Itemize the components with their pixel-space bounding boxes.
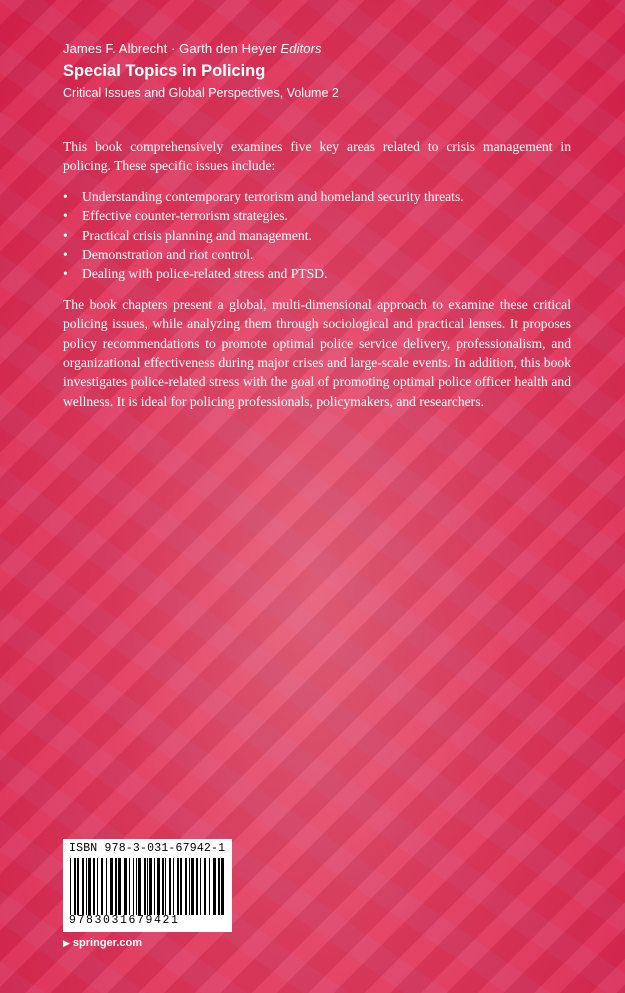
editors-role: Editors [280, 41, 322, 56]
bullet-list [63, 187, 571, 284]
description-body: The book chapters present a global, multi-dimensional approach to examine these critical policing issues, while analyzing them through sociological and practical lenses. It proposes policy recommendations to promote optimal police service delivery, professionalism, and organizational effectiveness during major crises and large-scale events. In addition, this book investigates police-related stress with the goal of promoting optimal police officer health and wellness. It is ideal for policing professionals, policymakers, and researchers. [63, 296, 571, 409]
barcode-digits: 9783031679421 [69, 914, 180, 927]
bullet-text: Demonstration and riot control. [82, 247, 254, 263]
isbn-label: ISBN 978-3-031-67942-1 [69, 842, 226, 855]
publisher-link[interactable] [63, 936, 142, 950]
barcode-icon [69, 858, 226, 915]
bullet-icon: • [63, 247, 68, 263]
editors-line [63, 40, 583, 57]
bullet-item [63, 264, 571, 283]
bullet-text: Understanding contemporary terrorism and homeland security threats. [82, 188, 464, 204]
bullet-item [63, 187, 571, 206]
book-subtitle: Critical Issues and Global Perspectives, Volume 2 [63, 86, 339, 100]
isbn-barcode-box [63, 839, 232, 932]
bullet-text: Effective counter-terrorism strategies. [82, 208, 288, 224]
publisher-url: springer.com [72, 937, 142, 949]
bullet-icon: • [63, 266, 68, 282]
bullet-icon: • [63, 208, 68, 224]
bullet-item [63, 226, 571, 245]
description-intro: This book comprehensively examines five key areas related to crisis management in policing. These specific issues include: [63, 139, 571, 174]
bullet-item [63, 245, 571, 264]
header [63, 40, 583, 102]
editors-names: James F. Albrecht · Garth den Heyer [63, 41, 277, 56]
bullet-text: Dealing with police-related stress and PTSD. [82, 266, 328, 282]
bullet-icon: • [63, 227, 68, 243]
triangle-right-icon: ▶ [63, 938, 70, 948]
bullet-text: Practical crisis planning and management. [82, 227, 312, 243]
bullet-item [63, 206, 571, 225]
bullet-icon: • [63, 188, 68, 204]
book-title: Special Topics in Policing [63, 62, 266, 80]
book-description [63, 137, 571, 411]
